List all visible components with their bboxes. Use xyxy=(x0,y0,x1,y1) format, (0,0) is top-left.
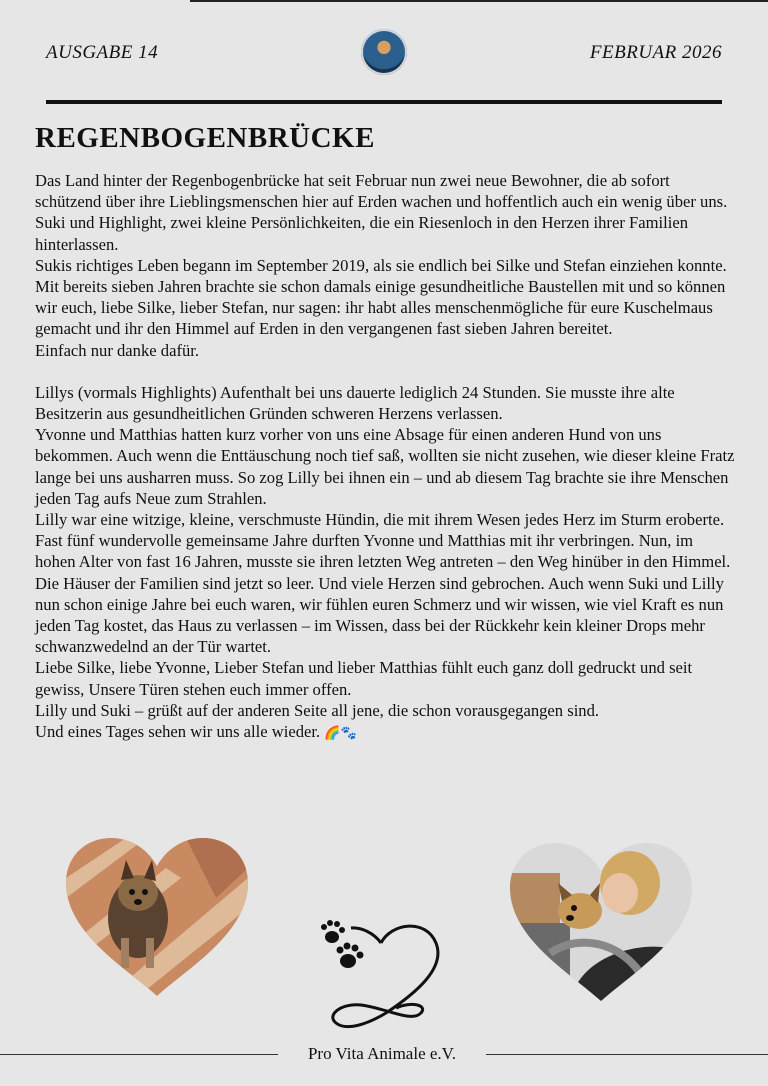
dog-photo-heart xyxy=(66,838,248,998)
paw-heart-logo xyxy=(316,913,446,1038)
globe-portrait-logo-icon xyxy=(361,29,407,75)
issue-date: FEBRUAR 2026 xyxy=(589,42,722,63)
rainbow-paw-icon: 🌈🐾 xyxy=(324,726,357,742)
paragraph: Liebe Silke, liebe Yvonne, Lieber Stefan und lieber Matthias fühlt euch ganz doll gedruckt und seit gewiss, Unsere Türen stehen euch immer offen. xyxy=(35,658,693,699)
paragraph: Suki und Highlight, zwei kleine Persönlichkeiten, die ein Riesenloch in den Herzen ihrer Familien hinterlassen. xyxy=(35,213,688,254)
paragraph: Lilly war eine witzige, kleine, verschmuste Hündin, die mit ihrem Wesen jedes Herz im Sturm eroberte. Fast fünf wundervolle gemeinsame Jahre durften Yvonne und Matthias mit ihr verbringen. Nun, im hohen Alter von fast 16 Jahren, musste sie ihren letzten Weg antreten – den Weg hinüber in den Himmel. xyxy=(35,510,731,572)
top-rule xyxy=(190,0,768,2)
issue-number: AUSGABE 14 xyxy=(46,42,159,63)
footer-rule-right xyxy=(486,1054,768,1055)
paragraph: Lillys (vormals Highlights) Aufenthalt bei uns dauerte lediglich 24 Stunden. Sie musste ihre alte Besitzerin aus gesundheitlichen Gründen schweren Herzens verlassen. xyxy=(35,382,675,424)
closing-text: Und eines Tages sehen wir uns alle wieder. xyxy=(35,722,321,742)
footer-organization: Pro Vita Animale e.V. xyxy=(307,1044,457,1063)
paragraph-gap xyxy=(35,361,735,382)
article-body xyxy=(35,170,735,744)
paragraph: Sukis richtiges Leben begann im September 2019, als sie endlich bei Silke und Stefan einziehen konnte. Mit bereits sieben Jahren brachte sie schon damals einige gesundheitliche Baustellen mit und so können wir euch, liebe Silke, lieber Stefan, nur sagen: ihr habt alles menschenmögliche für eure Kuschelmaus gemacht und ihr den Himmel auf Erden in den vergangenen fast sieben Jahren bereitet. xyxy=(35,255,727,339)
paragraph: Lilly und Suki – grüßt auf der anderen Seite all jene, die schon vorausgegangen sind. xyxy=(35,700,600,720)
footer-rule-left xyxy=(0,1054,278,1055)
paragraph: Einfach nur danke dafür. xyxy=(35,340,200,360)
paragraph: Die Häuser der Familien sind jetzt so leer. Und viele Herzen sind gebrochen. Auch wenn Suki und Lilly nun schon einige Jahre bei euch waren, wir fühlen euren Schmerz und wir wissen, wie viel Kraft es nun jeden Tag kostet, das Haus zu verlassen – im Wissen, dass bei der Rückkehr kein kleiner Drops mehr schwanzwedelnd an der Tür wartet. xyxy=(35,573,724,657)
header-divider xyxy=(46,100,722,104)
article-title: REGENBOGENBRÜCKE xyxy=(35,122,375,154)
paragraph: Yvonne und Matthias hatten kurz vorher von uns eine Absage für einen anderen Hund von uns bekommen. Auch wenn die Enttäuschung noch tief saß, wollten sie nicht zusehen, wie dieser kleine Fratz lange bei uns ausharren muss. So zog Lilly bei ihnen ein – und ab diesem Tag brachte sie ihre Menschen jeden Tag aufs Neue zum Strahlen. xyxy=(35,425,735,508)
woman-with-dog-heart xyxy=(510,843,692,1003)
paragraph: Das Land hinter der Regenbogenbrücke hat seit Februar nun zwei neue Bewohner, die ab sofort schützend über ihre Lieblingsmenschen hier auf Erden wachen und hoffentlich auch ein wenig über uns. xyxy=(35,171,728,212)
closing-line xyxy=(35,721,735,744)
